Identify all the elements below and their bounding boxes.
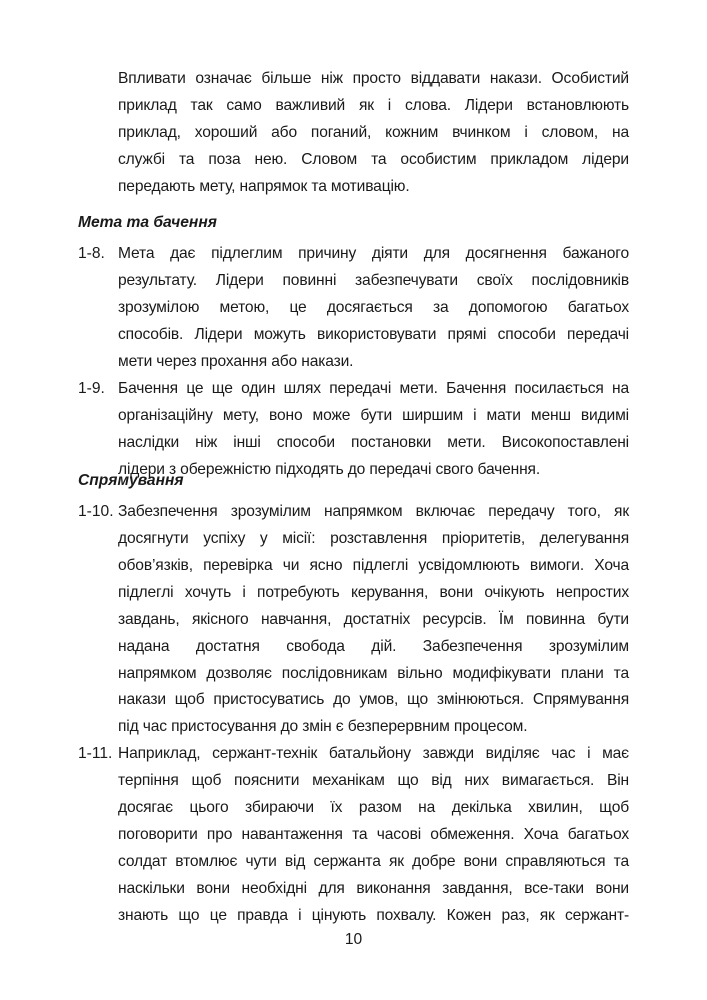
text-line: організаційну мету, воно може бути ширшим і мати менш видимі [118, 406, 629, 424]
text-line: наслідки ніж інші способи постановки мети. Високопоставлені [118, 433, 629, 451]
section-heading: Мета та бачення [78, 214, 217, 232]
text-line: досягнути успіху у місії: розставлення пріоритетів, делегування [118, 529, 629, 547]
text-line: Бачення це ще один шлях передачі мети. Бачення посилається на [118, 379, 629, 397]
text-line: напрямком дозволяє послідовникам вільно модифікувати плани та [118, 664, 629, 682]
text-line: передають мету, напрямок та мотивацію. [118, 177, 410, 195]
text-line: Забезпечення зрозумілим напрямком включає передачу того, як [118, 502, 629, 520]
text-line: накази щоб пристосуватись до умов, що змінюються. Спрямування [118, 691, 629, 709]
text-line: Мета дає підлеглим причину діяти для досягнення бажаного [118, 245, 629, 263]
text-line: наскільки вони необхідні для виконання завдання, все-таки вони [118, 880, 629, 898]
text-line: обов’язків, перевірка чи ясно підлеглі усвідомлюють вимоги. Хоча [118, 556, 629, 574]
text-line: підлеглі хочуть і потребують керування, вони очікують непростих [118, 583, 629, 601]
text-line: службі та поза нею. Словом та особистим прикладом лідери [118, 150, 629, 168]
text-line: результату. Лідери повинні забезпечувати своїх послідовників [118, 272, 629, 290]
text-line: терпіння щоб пояснити механікам що від них вимагається. Він [118, 772, 629, 790]
paragraph-number: 1-9. [78, 379, 105, 397]
text-line: приклад так само важливий як і слова. Лідери встановлюють [118, 96, 629, 114]
text-line: приклад, хороший або поганий, кожним вчинком і словом, на [118, 123, 629, 141]
text-line: зрозумілою метою, це досягається за допомогою багатьох [118, 298, 629, 316]
text-line: досягає цього збираючи їх разом на декілька хвилин, щоб [118, 799, 629, 817]
page-number: 10 [344, 931, 363, 948]
text-line: надана достатня свобода дій. Забезпечення зрозумілим [118, 637, 629, 655]
text-line: Впливати означає більше ніж просто віддавати накази. Особистий [118, 70, 629, 87]
section-heading: Спрямування [78, 472, 184, 490]
text-line: способів. Лідери можуть використовувати прямі способи передачі [118, 325, 629, 343]
text-line: поговорити про навантаження та часові обмеження. Хоча багатьох [118, 826, 629, 844]
text-line: лідери з обережністю підходять до передачі свого бачення. [118, 460, 541, 478]
text-line: знають що це правда і цінують похвалу. Кожен раз, як сержант- [118, 907, 629, 924]
paragraph-number: 1-11. [78, 745, 113, 763]
text-line: завдань, якісного навчання, достатніх ресурсів. Їм повинна бути [118, 610, 629, 628]
paragraph-number: 1-10. [78, 502, 114, 520]
paragraph-number: 1-8. [78, 245, 105, 263]
text-line: Наприклад, сержант-технік батальйону завжди виділяє час і має [118, 745, 629, 763]
text-line: солдат втомлює чути від сержанта як добре вони справляються та [118, 853, 629, 871]
text-line: мети через прохання або накази. [118, 352, 354, 370]
text-line: під час пристосування до змін є безперервним процесом. [118, 718, 528, 736]
